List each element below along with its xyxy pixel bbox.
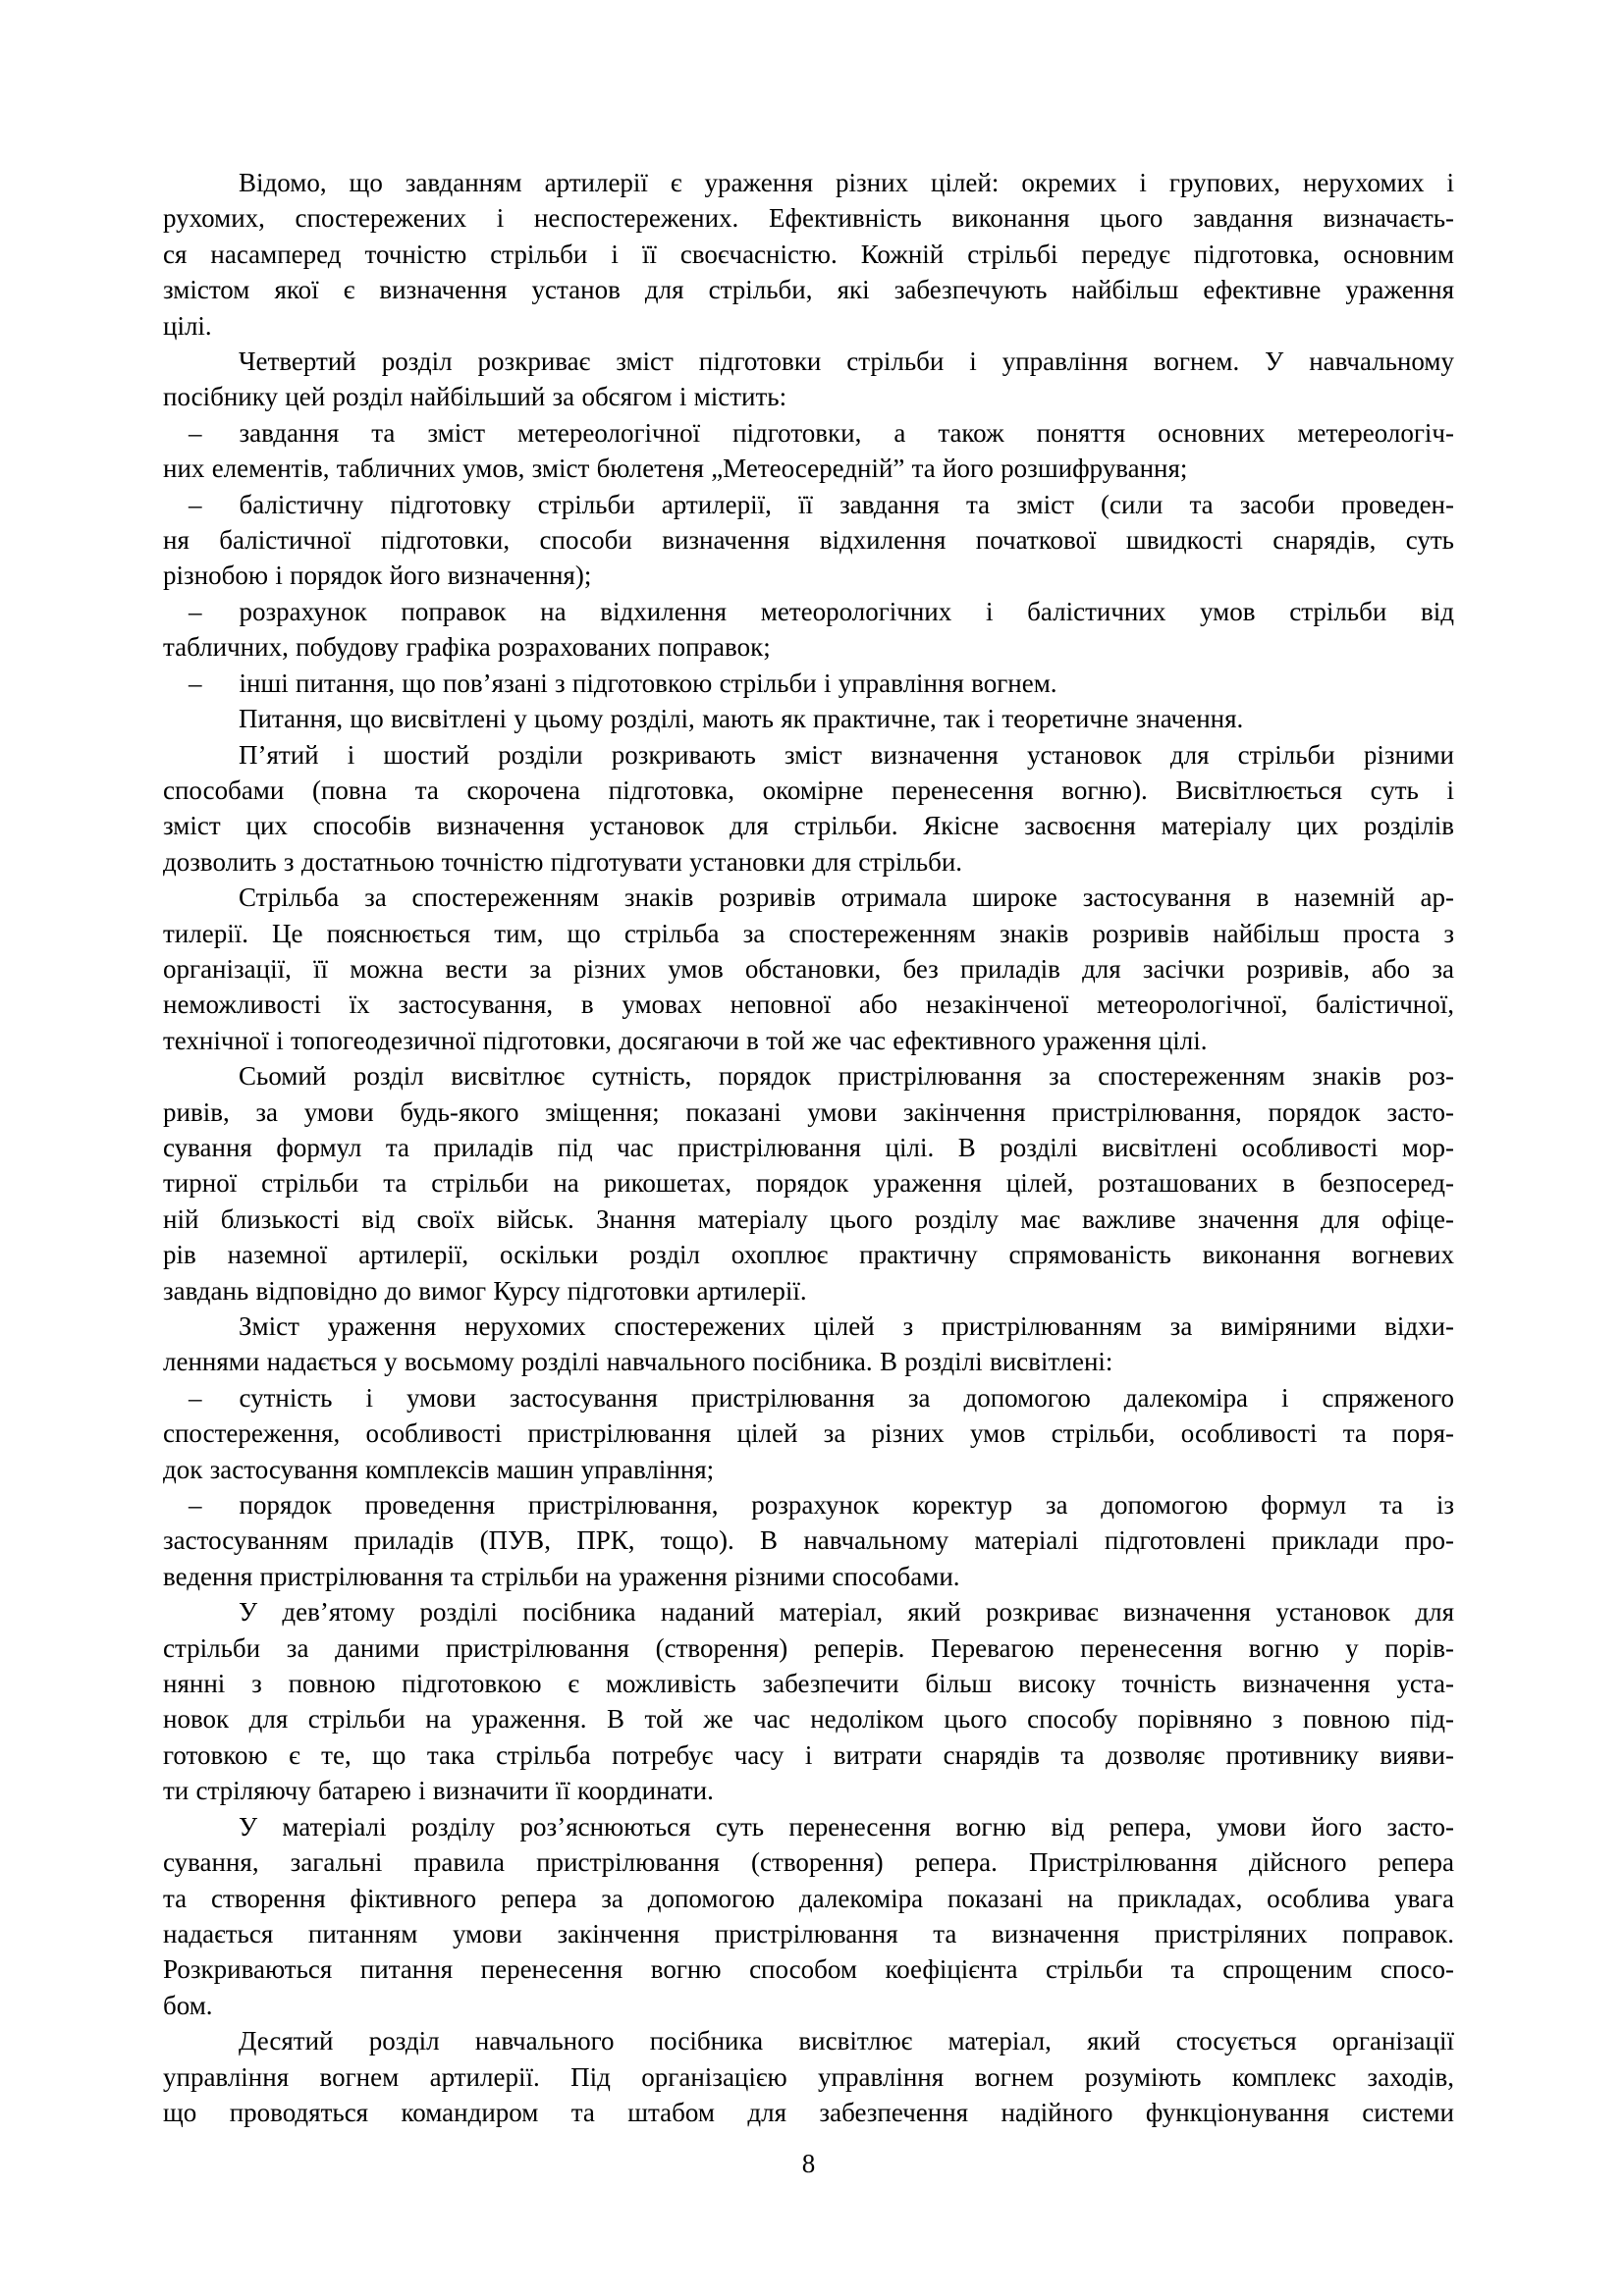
- text-line: сування, загальні правила пристрілювання (створення) репера. Пристрілювання дійсного репера: [163, 1847, 1454, 1878]
- list-dash-marker: –: [189, 667, 202, 698]
- text-line: стрільби за даними пристрілювання (створення) реперів. Перевагою перенесення вогню у порів-: [163, 1632, 1454, 1663]
- page-number: 8: [801, 2149, 816, 2178]
- text-line: – завдання та зміст метереологічної підготовки, а також поняття основних метереологіч-: [189, 417, 1454, 448]
- text-line: бом.: [163, 1990, 213, 2020]
- text-line: Десятий розділ навчального посібника висвітлює матеріал, який стосується організації: [239, 2026, 1454, 2056]
- text-line: готовкою є те, що така стрільба потребує часу і витрати снарядів та дозволяє противнику вияви-: [163, 1739, 1454, 1770]
- body-paragraph: [163, 344, 1454, 415]
- list-dash-marker: –: [189, 1490, 202, 1521]
- text-line: Відомо, що завданням артилерії є ураження різних цілей: окремих і групових, нерухомих і: [239, 168, 1454, 197]
- body-paragraph: [163, 1809, 1454, 2023]
- list-item-paragraph: [163, 666, 1454, 701]
- text-line: застосуванням приладів (ПУВ, ПРК, тощо). В навчальному матеріалі підготовлені приклади про-: [163, 1525, 1454, 1556]
- text-line: посібнику цей розділ найбільший за обсягом і містить:: [163, 382, 787, 412]
- text-line: – сутність і умови застосування пристрілювання за допомогою далекоміра і спряженого: [189, 1382, 1454, 1413]
- body-paragraph: [163, 737, 1454, 881]
- text-line: нянні з повною підготовкою є можливість забезпечити більш високу точність визначення уста-: [163, 1669, 1454, 1699]
- text-line: тилерії. Це пояснюється тим, що стрільба за спостереженням знаків розривів найбільш проста з: [163, 918, 1454, 948]
- text-line: Зміст ураження нерухомих спостережених цілей з пристрілюванням за виміряними відхи-: [239, 1311, 1454, 1341]
- list-dash-marker: –: [189, 417, 202, 448]
- text-line: завдань відповідно до вимог Курсу підготовки артилерії.: [163, 1275, 807, 1306]
- body-paragraph: [163, 1308, 1454, 1380]
- text-line: дозволить з достатньою точністю підготувати установки для стрільби.: [163, 846, 963, 877]
- list-dash-marker: –: [189, 489, 202, 519]
- text-line: зміст цих способів визначення установок для стрільби. Якісне засвоєння матеріалу цих розділів: [163, 811, 1454, 841]
- text-line: різнобою і порядок його визначення);: [163, 561, 592, 591]
- text-line: – розрахунок поправок на відхилення метеорологічних і балістичних умов стрільби від: [189, 596, 1454, 626]
- text-line: рухомих, спостережених і неспостережених. Ефективність виконання цього завдання визначаєть-: [163, 203, 1454, 234]
- list-dash-marker: –: [189, 596, 202, 626]
- text-line: П’ятий і шостий розділи розкривають зміст визначення установок для стрільби різними: [239, 739, 1454, 770]
- list-item-paragraph: [163, 1380, 1454, 1487]
- list-item-paragraph: [163, 1487, 1454, 1594]
- text-line: – інші питання, що пов’язані з підготовкою стрільби і управління вогнем.: [189, 667, 1057, 698]
- text-line: – балістичну підготовку стрільби артилерії, її завдання та зміст (сили та засоби проведен-: [189, 489, 1454, 519]
- text-line: леннями надається у восьмому розділі навчального посібника. В розділі висвітлені:: [163, 1347, 1113, 1377]
- text-line: ти стріляючу батарею і визначити її координати.: [163, 1776, 714, 1806]
- text-line: Питання, що висвітлені у цьому розділі, мають як практичне, так і теоретичне значення.: [239, 704, 1244, 734]
- text-line: тирної стрільби та стрільби на рикошетах, порядок ураження цілей, розташованих в безпосеред-: [163, 1168, 1454, 1199]
- text-line: табличних, побудову графіка розрахованих поправок;: [163, 632, 771, 663]
- text-line: організації, її можна вести за різних умов обстановки, без приладів для засічки розривів, або за: [163, 953, 1454, 984]
- text-line: та створення фіктивного репера за допомогою далекоміра показані на прикладах, особлива увага: [163, 1883, 1454, 1913]
- body-paragraph: [163, 1058, 1454, 1308]
- text-line: ня балістичної підготовки, способи визначення відхилення початкової швидкості снарядів, суть: [163, 525, 1454, 556]
- text-line: надається питанням умови закінчення пристрілювання та визначення пристріляних поправок.: [163, 1918, 1454, 1949]
- text-line: – порядок проведення пристрілювання, розрахунок коректур за допомогою формул та із: [189, 1490, 1454, 1521]
- page-footer: [163, 2146, 1454, 2181]
- text-line: ведення пристрілювання та стрільби на ураження різними способами.: [163, 1561, 960, 1591]
- list-item-paragraph: [163, 594, 1454, 666]
- body-paragraph: [163, 701, 1454, 736]
- list-item-paragraph: [163, 487, 1454, 594]
- text-line: У дев’ятому розділі посібника наданий матеріал, який розкриває визначення установок для: [239, 1597, 1454, 1628]
- text-line: неможливості їх застосування, в умовах неповної або незакінченої метеорологічної, балістичної,: [163, 989, 1454, 1020]
- text-line: ся насамперед точністю стрільби і її своєчасністю. Кожній стрільбі передує підготовка, основним: [163, 239, 1454, 269]
- text-line: док застосування комплексів машин управління;: [163, 1454, 715, 1484]
- text-block: [163, 165, 1454, 2130]
- text-line: що проводяться командиром та штабом для забезпечення надійного функціонування системи: [163, 2097, 1454, 2127]
- text-line: Розкриваються питання перенесення вогню способом коефіцієнта стрільби та спрощеним спосо-: [163, 1954, 1454, 1985]
- text-line: У матеріалі розділу роз’яснюються суть перенесення вогню від репера, умови його засто-: [239, 1811, 1454, 1842]
- body-paragraph: [163, 880, 1454, 1058]
- text-line: Четвертий розділ розкриває зміст підготовки стрільби і управління вогнем. У навчальному: [239, 347, 1454, 377]
- text-line: ривів, за умови будь-якого зміщення; показані умови закінчення пристрілювання, порядок засто-: [163, 1096, 1454, 1127]
- list-dash-marker: –: [189, 1382, 202, 1413]
- text-line: цілі.: [163, 310, 212, 341]
- text-line: технічної і топогеодезичної підготовки, досягаючи в той же час ефективного ураження цілі.: [163, 1025, 1208, 1055]
- text-line: змістом якої є визначення установ для стрільби, які забезпечують найбільш ефективне ураження: [163, 275, 1454, 305]
- text-line: ній близькості від своїх військ. Знання матеріалу цього розділу має важливе значення для офіце-: [163, 1203, 1454, 1234]
- body-paragraph: [163, 165, 1454, 344]
- text-line: сування формул та приладів під час пристрілювання цілі. В розділі висвітлені особливості мор-: [163, 1132, 1454, 1162]
- text-line: них елементів, табличних умов, зміст бюлетеня „Метеосередній” та його розшифрування;: [163, 454, 1188, 484]
- text-line: спостереження, особливості пристрілювання цілей за різних умов стрільби, особливості та поря-: [163, 1418, 1454, 1449]
- text-line: новок для стрільби на ураження. В той же час недоліком цього способу порівняно з повною під-: [163, 1704, 1454, 1735]
- body-paragraph: [163, 1594, 1454, 1808]
- text-line: Стрільба за спостереженням знаків розривів отримала широке застосування в наземній ар-: [239, 882, 1454, 913]
- text-line: способами (повна та скорочена підготовка, окомірне перенесення вогню). Висвітлюється суть і: [163, 774, 1454, 805]
- text-line: Сьомий розділ висвітлює сутність, порядок пристрілювання за спостереженням знаків роз-: [239, 1061, 1454, 1092]
- body-paragraph: [163, 2023, 1454, 2130]
- text-line: управління вогнем артилерії. Під організацією управління вогнем розуміють комплекс заходів,: [163, 2061, 1454, 2092]
- text-line: рів наземної артилерії, оскільки розділ охоплює практичну спрямованість виконання вогневих: [163, 1240, 1454, 1270]
- list-item-paragraph: [163, 415, 1454, 487]
